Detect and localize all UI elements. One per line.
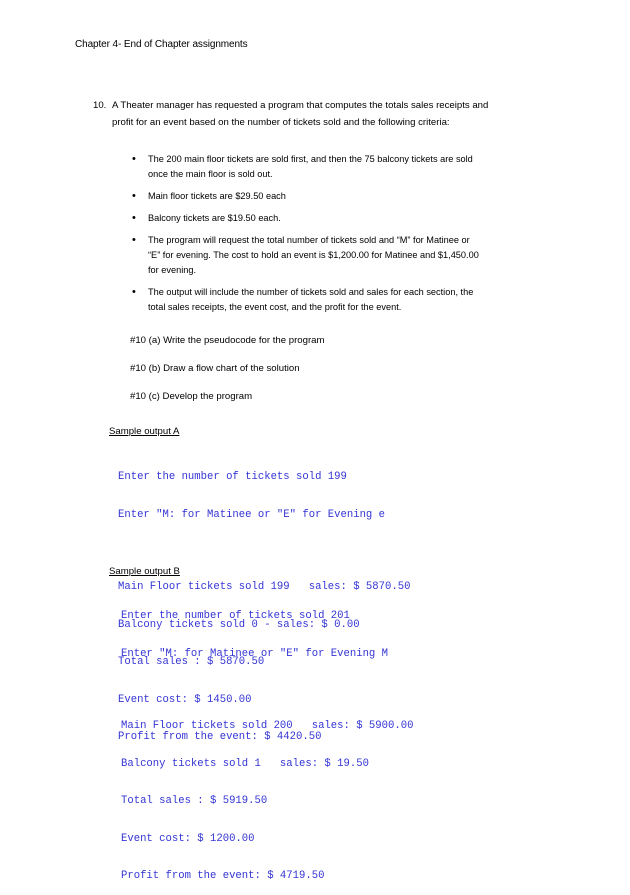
part-a: #10 (a) Write the pseudocode for the program bbox=[130, 335, 325, 346]
part-b: #10 (b) Draw a flow chart of the solution bbox=[130, 363, 300, 374]
question-number: 10. bbox=[93, 100, 107, 111]
criteria-item: • The output will include the number of tickets sold and sales for each section, the total sales receipts, the event cost, and the profit for the event. bbox=[130, 285, 480, 315]
console-line: Event cost: $ 1200.00 bbox=[121, 832, 255, 845]
console-line: Main Floor tickets sold 200 sales: $ 5900.00 bbox=[121, 720, 414, 732]
console-line: Balcony tickets sold 0 - sales: $ 0.00 bbox=[118, 618, 360, 631]
console-line: Enter the number of tickets sold 199 bbox=[118, 471, 347, 483]
console-line: Event cost: $ 1450.00 bbox=[118, 693, 252, 706]
console-line: Main Floor tickets sold 199 sales: $ 5870.50 bbox=[118, 581, 411, 593]
console-line: Enter the number of tickets sold 201 bbox=[121, 610, 350, 622]
criteria-item: • The program will request the total number of tickets sold and “M” for Matinee or “E” for evening. The cost to hold an event is $1,200.00 for Matinee and $1,450.00 for evening. bbox=[130, 233, 480, 278]
question-text: A Theater manager has requested a program that computes the totals sales receipts and profit for an event based on the number of tickets sold and the following criteria: bbox=[112, 100, 489, 128]
console-line: Profit from the event: $ 4420.50 bbox=[118, 731, 322, 743]
page-header: Chapter 4- End of Chapter assignments bbox=[75, 39, 248, 50]
part-c: #10 (c) Develop the program bbox=[130, 391, 253, 402]
console-line: Enter "M: for Matinee or "E" for Evening M bbox=[121, 647, 389, 660]
sample-b-console bbox=[121, 585, 413, 895]
console-line: Total sales : $ 5870.50 bbox=[118, 656, 265, 668]
criteria-item: • Main floor tickets are $29.50 each bbox=[130, 189, 480, 204]
sample-a-label: Sample output A bbox=[109, 426, 180, 437]
criteria-item: • Balcony tickets are $19.50 each. bbox=[130, 211, 480, 226]
sample-b-label: Sample output B bbox=[109, 566, 180, 577]
console-line: Profit from the event: $ 4719.50 bbox=[121, 870, 325, 882]
console-line: Enter "M: for Matinee or "E" for Evening e bbox=[118, 508, 386, 521]
console-line: Balcony tickets sold 1 sales: $ 19.50 bbox=[121, 757, 369, 770]
criteria-item: • The 200 main floor tickets are sold first, and then the 75 balcony tickets are sold once the main floor is sold out. bbox=[130, 152, 480, 182]
question-10 bbox=[93, 97, 493, 131]
criteria-list bbox=[130, 152, 480, 322]
console-line: Total sales : $ 5919.50 bbox=[121, 795, 268, 807]
